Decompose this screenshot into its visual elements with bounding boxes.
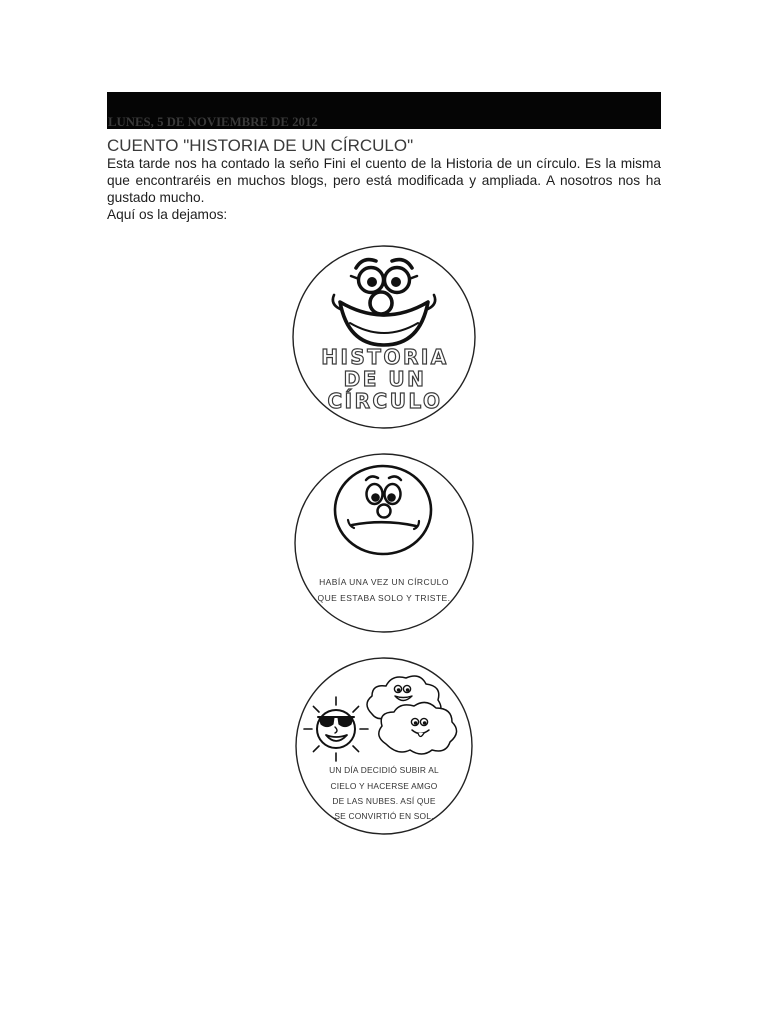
pupil-left xyxy=(367,277,377,287)
pupil-left xyxy=(371,493,380,502)
illustration-sad-circle xyxy=(292,450,476,636)
post-date: LUNES, 5 DE NOVIEMBRE DE 2012 xyxy=(108,115,318,129)
caption-line-2: CIELO Y HACERSE AMGO xyxy=(330,781,438,791)
caption-line-2: QUE ESTABA SOLO Y TRISTE. xyxy=(317,593,451,603)
cloud-pupil-right xyxy=(423,721,427,725)
illustration-title-circle xyxy=(290,243,478,433)
date-header-bar xyxy=(107,92,661,129)
sad-face-icon xyxy=(335,466,431,554)
post-title: CUENTO "HISTORIA DE UN CÍRCULO" xyxy=(107,136,414,155)
post-intro: Aquí os la dejamos: xyxy=(107,207,228,222)
lettering-line-2: DE UN xyxy=(343,367,427,391)
cloud-pupil-left xyxy=(414,721,418,725)
cloud-pupil-right xyxy=(406,688,410,692)
lettering-line-3: CÍRCULO xyxy=(327,389,443,413)
nose xyxy=(370,292,392,314)
illustration-sun-circle xyxy=(293,655,475,838)
caption-line-1: HABÍA UNA VEZ UN CÍRCULO xyxy=(319,577,449,587)
cloud-pupil-left xyxy=(397,688,401,692)
pupil-right xyxy=(387,493,396,502)
pupil-right xyxy=(391,277,401,287)
nose xyxy=(378,505,391,518)
post-body: Esta tarde nos ha contado la seño Fini el cuento de la Historia de un círculo. Es la misma que encontraréis en muchos blogs, pero está modificada y ampliada. A nosotros nos ha gustado mucho. xyxy=(107,156,661,205)
caption-line-3: DE LAS NUBES. ASÍ QUE xyxy=(332,796,436,806)
caption-line-1: UN DÍA DECIDIÓ SUBIR AL xyxy=(329,765,439,775)
lettering-line-1: HISTORIA xyxy=(321,345,449,369)
caption-line-4: SE CONVIRTIÓ EN SOL. xyxy=(334,811,434,821)
post-content xyxy=(107,155,661,223)
